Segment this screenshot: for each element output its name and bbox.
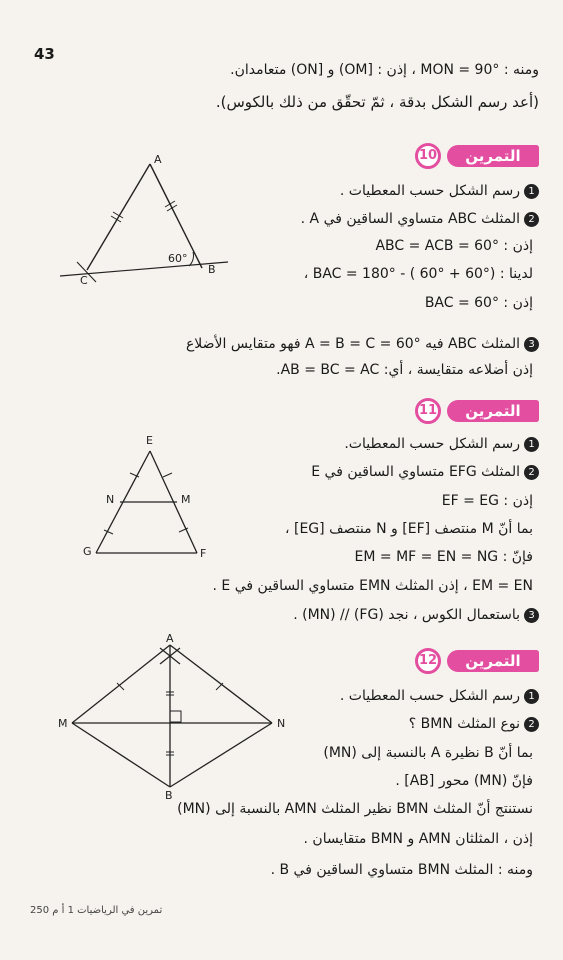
ex12-step-1-text: رسم الشكل حسب المعطيات . <box>339 688 520 704</box>
exercise-label: التمرين <box>447 400 539 422</box>
exercise-number: 11 <box>415 398 441 424</box>
ex12-label-A: A <box>166 632 174 645</box>
ex10-step-2-text: المثلث ABC متساوي الساقين في A . <box>300 211 520 227</box>
page-footer: 250 تمرين في الرياضيات 1 أ م <box>30 905 163 916</box>
ex10-step-3-text: المثلث ABC فيه A = B = C = 60° فهو متقايس الأضلاع <box>185 336 520 352</box>
ex10-step-3b: إذن أضلاعه متقايسة ، أي: AB = BC = AC. <box>276 362 533 378</box>
ex11-step-3-text: باستعمال الكوس ، نجد (FG) // (MN) . <box>293 607 520 623</box>
bullet-2: 2 <box>524 465 539 480</box>
ex12-step-2f: ومنه : المثلث BMN متساوي الساقين في B . <box>270 862 533 878</box>
bullet-1: 1 <box>524 184 539 199</box>
ex11-step-2d: فإنّ : EM = MF = EN = NG <box>354 549 533 565</box>
page-number: 43 <box>34 45 55 63</box>
ex12-label-M: M <box>58 717 68 730</box>
exercise-number: 12 <box>415 648 441 674</box>
exercise-number: 10 <box>415 143 441 169</box>
exercise-label: التمرين <box>447 650 539 672</box>
intro-line-1: ومنه : MON = 90° ، إذن : [OM) و [ON) متعامدان. <box>230 62 539 78</box>
intro-line-2: (أعد رسم الشكل بدقة ، ثمّ تحقّق من ذلك بالكوس). <box>215 93 539 111</box>
ex10-step-1-text: رسم الشكل حسب المعطيات . <box>339 183 520 199</box>
ex10-step-2d: إذن : BAC = 60° <box>424 295 533 311</box>
ex11-label-E: E <box>146 434 153 447</box>
ex12-label-B: B <box>165 789 173 802</box>
ex12-step-2d: نستنتج أنّ المثلث BMN نظير المثلث AMN بالنسبة إلى (MN) <box>177 801 533 817</box>
ex12-step-2-text: نوع المثلث BMN ؟ <box>408 716 520 732</box>
ex11-label-M: M <box>181 493 191 506</box>
bullet-2: 2 <box>524 212 539 227</box>
bullet-3: 3 <box>524 608 539 623</box>
ex11-step-2b: إذن : EF = EG <box>441 493 533 509</box>
ex11-step-1-text: رسم الشكل حسب المعطيات. <box>344 436 520 452</box>
ex11-label-G: G <box>83 545 92 558</box>
ex12-label-N: N <box>277 717 286 730</box>
ex11-step-2e: EM = EN ، إذن المثلث EMN متساوي الساقين في E . <box>212 578 533 594</box>
ex11-step-2-text: المثلث EFG متساوي الساقين في E <box>311 464 520 480</box>
bullet-1: 1 <box>524 437 539 452</box>
ex10-step-2c: لدينا : BAC = 180° - ( 60° + 60°) ، <box>303 266 533 282</box>
ex12-step-2e: إذن ، المثلثان AMN و BMN متقايسان . <box>303 831 533 847</box>
ex12-step-2b: بما أنّ B نظيرة A بالنسبة إلى (MN) <box>323 745 533 761</box>
ex12-step-2c: فإنّ (MN) محور [AB] . <box>395 773 533 789</box>
bullet-3: 3 <box>524 337 539 352</box>
ex10-label-C: C <box>80 274 88 287</box>
ex10-step-2b: إذن : ABC = ACB = 60° <box>375 238 533 254</box>
ex10-label-A: A <box>154 153 162 166</box>
bullet-1: 1 <box>524 689 539 704</box>
ex11-label-F: F <box>200 547 207 560</box>
ex10-label-B: B <box>208 263 216 276</box>
exercise-label: التمرين <box>447 145 539 167</box>
ex11-step-2c: بما أنّ M منتصف [EF] و N منتصف [EG] ، <box>285 521 533 537</box>
ex11-label-N: N <box>106 493 115 506</box>
bullet-2: 2 <box>524 717 539 732</box>
ex10-angle-label: 60° <box>168 252 188 265</box>
